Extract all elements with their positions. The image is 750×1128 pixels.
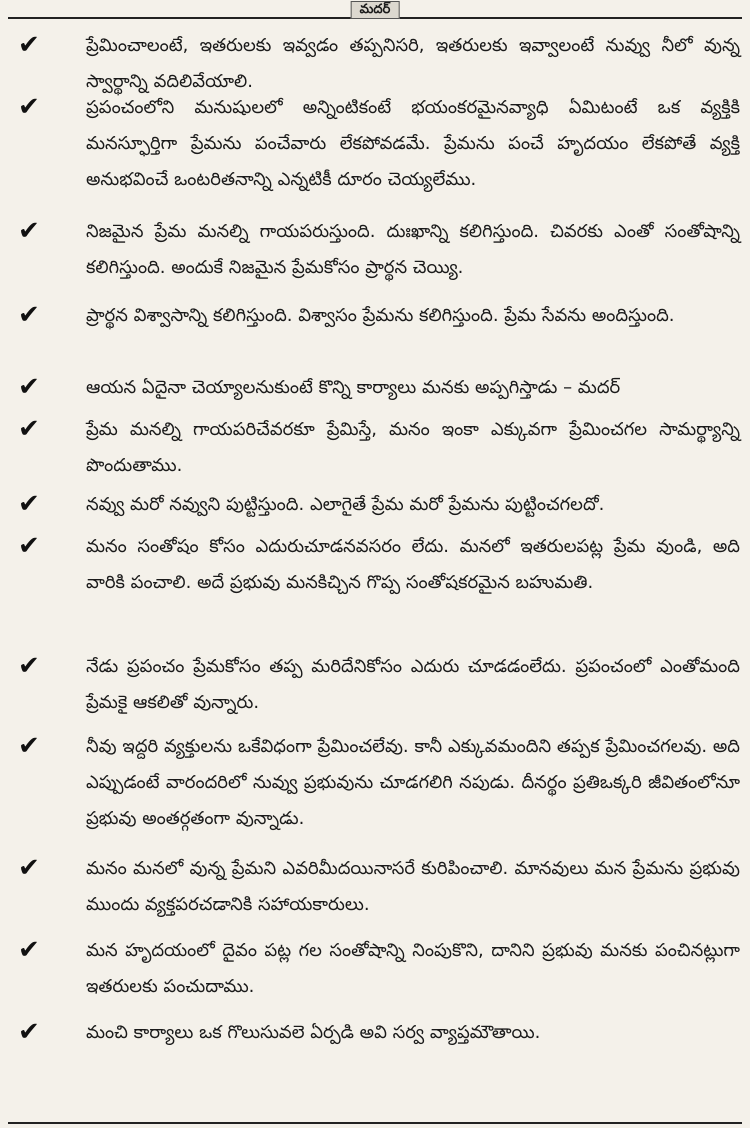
quote-text: ప్రేమ మనల్ని గాయపరిచేవరకూ ప్రేమిస్తే, మనం ఇంకా ఎక్కువగా ప్రేమించగల సామర్థ్యాన్ని పొందుతాము. (86, 419, 740, 476)
quote-list (0, 28, 750, 1055)
quote-item-11 (0, 851, 750, 933)
quote-text: నీవు ఇద్దరి వ్యక్తులను ఒకేవిధంగా ప్రేమించలేవు. కానీ ఎక్కువమందిని తప్పక ప్రేమించగలవు. అది ఎప్పుడంటే వారందరిలో నువ్వు ప్రభువును చూడగలిగి నపుడు. దీనర్థం ప్రతిఒక్కరి జీవితంలోనూ ప్రభువు అంతర్గతంగా వున్నాడు. (86, 736, 740, 829)
checkmark-icon: ✔ (18, 731, 40, 761)
quote-text: నేడు ప్రపంచం ప్రేమకోసం తప్ప మరిదేనికోసం ఎదురు చూడడంలేదు. ప్రపంచంలో ఎంతోమంది ప్రేమకై ఆకలితో వున్నారు. (86, 656, 740, 713)
quote-item-7 (0, 487, 750, 529)
quote-item-6 (0, 412, 750, 487)
quote-item-13 (0, 1015, 750, 1055)
page-title: మదర్ (351, 1, 400, 19)
quote-item-4 (0, 298, 750, 370)
checkmark-icon: ✔ (18, 853, 40, 883)
checkmark-icon: ✔ (18, 30, 40, 60)
quote-text: ఆయన ఏదైనా చెయ్యాలనుకుంటే కొన్ని కార్యాలు మనకు అప్పగిస్తాడు – మదర్ (86, 377, 621, 398)
checkmark-icon: ✔ (18, 216, 40, 246)
page-header (0, 0, 750, 22)
footer-rule (8, 1122, 742, 1124)
checkmark-icon: ✔ (18, 489, 40, 519)
quote-text: మనం సంతోషం కోసం ఎదురుచూడనవసరం లేదు. మనలో ఇతరులపట్ల ప్రేమ వుండి, అది వారికి పంచాలి. అదే ప్రభువు మనకిచ్చిన గొప్ప సంతోషకరమైన బహుమతి. (86, 536, 740, 593)
checkmark-icon: ✔ (18, 531, 40, 561)
quote-text: మనం మనలో వున్న ప్రేమని ఎవరిమీదయినాసరే కురిపించాలి. మానవులు మన ప్రేమను ప్రభువు ముందు వ్యక్తపరచడానికి సహాయకారులు. (86, 858, 740, 915)
quote-text: ప్రపంచంలోని మనుషులలో అన్నింటికంటే భయంకరమైనవ్యాధి ఏమిటంటే ఒక వ్యక్తికి మనస్ఫూర్తిగా ప్రేమను పంచేవారు లేకపోవడమే. ప్రేమను పంచే హృదయం లేకపోతే వ్యక్తి అనుభవించే ఒంటరితనాన్ని ఎన్నటికీ దూరం చెయ్యలేము. (86, 97, 740, 190)
quote-item-10 (0, 729, 750, 851)
checkmark-icon: ✔ (18, 92, 40, 122)
quote-text: నవ్వు మరో నవ్వుని పుట్టిస్తుంది. ఎలాగైతే ప్రేమ మరో ప్రేమను పుట్టించగలదో. (86, 494, 605, 515)
checkmark-icon: ✔ (18, 372, 40, 402)
quote-item-8 (0, 529, 750, 649)
checkmark-icon: ✔ (18, 935, 40, 965)
quote-text: మన హృదయంలో దైవం పట్ల గల సంతోషాన్ని నింపుకొని, దానిని ప్రభువు మనకు పంచినట్లుగా ఇతరులకు పంచుదాము. (86, 940, 740, 997)
quote-text: ప్రార్థన విశ్వాసాన్ని కలిగిస్తుంది. విశ్వాసం ప్రేమను కలిగిస్తుంది. ప్రేమ సేవను అందిస్తుంది. (86, 305, 675, 326)
checkmark-icon: ✔ (18, 651, 40, 681)
quote-item-1 (0, 28, 750, 90)
quote-item-3 (0, 214, 750, 298)
quote-text: మంచి కార్యాలు ఒక గొలుసువలె ఏర్పడి అవి సర్వ వ్యాప్తమౌతాయి. (86, 1022, 541, 1043)
checkmark-icon: ✔ (18, 414, 40, 444)
quote-text: నిజమైన ప్రేమ మనల్ని గాయపరుస్తుంది. దుఃఖాన్ని కలిగిస్తుంది. చివరకు ఎంతో సంతోషాన్ని కలిగిస్తుంది. అందుకే నిజమైన ప్రేమకోసం ప్రార్థన చెయ్యి. (86, 221, 740, 278)
quote-item-9 (0, 649, 750, 729)
checkmark-icon: ✔ (18, 1017, 40, 1047)
quote-item-2 (0, 90, 750, 214)
quote-text: ప్రేమించాలంటే, ఇతరులకు ఇవ్వడం తప్పనిసరి, ఇతరులకు ఇవ్వాలంటే నువ్వు నీలో వున్న స్వార్థాన్ని వదిలివేయాలి. (86, 35, 740, 92)
checkmark-icon: ✔ (18, 300, 40, 330)
quote-item-5 (0, 370, 750, 412)
quote-item-12 (0, 933, 750, 1015)
